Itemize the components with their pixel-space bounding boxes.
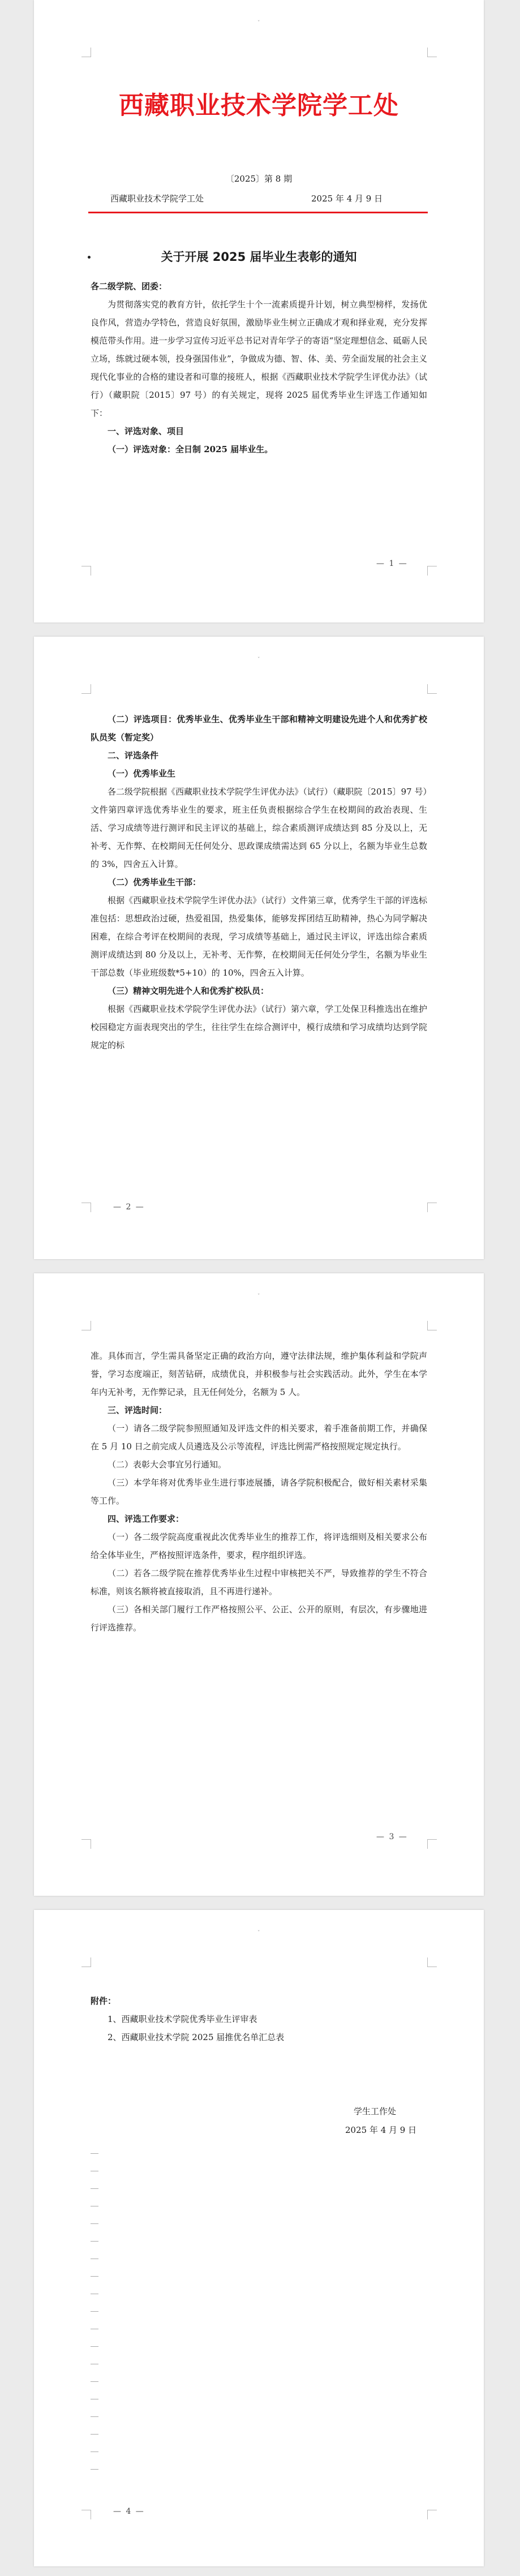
intro-paragraph: 为贯彻落实党的教育方针，依托学生十个一流素质提升计划，树立典型榜样，发扬优良作风，营造办学特色，营造良好氛围，激励毕业生树立正确成才观和择业观，充分发挥模范带头作用。进一步学习宣传习近平总书记对青年学子的寄语“坚定理想信念、砥砺人民立场，练就过硬本领，投身强国伟业”，争做成为德、智、体、美、劳全面发展的社会主义现代化事业的合格的建设者和可靠的接班人，根据《西藏职业技术学院学生评优办法》（试行）（藏职院〔2015〕97 号）的有关规定，现将 2025 届优秀毕业生评选工作通知如下： xyxy=(91,299,427,418)
corner-mark xyxy=(81,2510,91,2519)
issue-date: 2025 年 4 月 9 日 xyxy=(311,194,383,204)
section-heading-1: 一、评选对象、项目 xyxy=(108,426,184,436)
corner-mark xyxy=(81,684,91,694)
page2-body xyxy=(91,710,427,1054)
subheading-outstanding-graduate: （一）优秀毕业生 xyxy=(108,768,176,779)
time-item-3: （三）本学年将对优秀毕业生进行事迹展播，请各学院积极配合，做好相关素材采集等工作。 xyxy=(91,1478,427,1506)
doc-title: 关于开展 2025 届毕业生表彰的通知 xyxy=(161,250,357,264)
corner-mark xyxy=(427,1957,437,1967)
corner-mark xyxy=(427,684,437,694)
page4-body xyxy=(91,1992,427,2046)
subheading-civilization: （三）精神文明先进个人和优秀扩校队员： xyxy=(108,986,269,996)
evaluation-items: （二）评选项目：优秀毕业生、优秀毕业生干部和精神文明建设先进个人和优秀扩校队员奖（暂定奖） xyxy=(91,714,427,742)
attachment-2: 2、西藏职业技术学院 2025 届推优名单汇总表 xyxy=(108,2032,285,2042)
requirement-item-3: （三）各相关部门履行工作严格按照公平、公正、公开的原则，有层次，有步骤地进行评选推荐。 xyxy=(91,1604,427,1633)
requirement-item-1: （一）各二级学院高度重视此次优秀毕业生的推荐工作，将评选细则及相关要求公布给全体毕业生，严格按照评选条件，要求，程序组织评选。 xyxy=(91,1532,427,1560)
section-heading-2: 二、评选条件 xyxy=(108,750,159,761)
salutation: 各二级学院、团委： xyxy=(91,281,167,291)
corner-mark xyxy=(81,566,91,576)
corner-mark xyxy=(427,1321,437,1330)
civilization-text: 根据《西藏职业技术学院学生评优办法》（试行）第六章，学工处保卫科推选出在维护校园稳定方面表现突出的学生，往往学生在综合测评中，模行成绩和学习成绩均达到学院规定的标 xyxy=(91,1004,427,1050)
org-title: 西藏职业技术学院学工处 xyxy=(119,91,399,120)
attachment-1: 1、西藏职业技术学院优秀毕业生评审表 xyxy=(108,2014,257,2024)
page1-body xyxy=(91,277,427,458)
page-1 xyxy=(34,0,484,622)
attachment-label: 附件： xyxy=(91,1996,117,2006)
red-rule xyxy=(88,212,428,213)
page-3 xyxy=(34,1273,484,1896)
doc-number: 〔2025〕第 8 期 xyxy=(225,174,293,184)
signature-date: 2025 年 4 月 9 日 xyxy=(345,2125,417,2135)
page-number: — 2 — xyxy=(113,1203,145,1212)
corner-mark xyxy=(427,48,437,57)
graduate-cadre-text: 根据《西藏职业技术学院学生评优办法》（试行）文件第三章，优秀学生干部的评选标准包括：思想政治过硬，热爱祖国，热爱集体，能够发挥团结互助精神，热心为同学解决困难，在综合考评在校期间的表现，学习成绩等基础上，通过民主评议，评选出综合素质测评成绩达到 80 分及以上，无补考、无作弊，在校期间无任何处分学生，名额为毕业生干部总数（毕业班级数*5+10）的 10%，四舍五入计算。 xyxy=(91,895,427,978)
corner-mark xyxy=(81,1839,91,1849)
page3-body xyxy=(91,1347,427,1637)
page-number: — 4 — xyxy=(113,2507,145,2516)
outstanding-graduate-text: 各二级学院根据《西藏职业技术学院学生评优办法》（试行）（藏职院〔2015〕97 号）文件第四章评选优秀毕业生的要求，班主任负责根据综合学生在校期间的政治表现、生活、学习成绩等进行测评和民主评议的基础上，综合素质测评成绩达到 85 分及以上，无补考、无作弊、在校期间无任何处分、思政课成绩需达到 65 分以上，名额为毕业生总数的 3%，四舍五入计算。 xyxy=(91,787,427,869)
page-top-tick: ˇ xyxy=(257,1930,260,1936)
page-number: — 1 — xyxy=(376,559,408,568)
signature-org: 学生工作处 xyxy=(354,2106,397,2116)
corner-mark xyxy=(81,1203,91,1212)
corner-mark xyxy=(427,1203,437,1212)
page-number: — 3 — xyxy=(376,1832,408,1841)
evaluation-target: （一）评选对象：全日制 2025 届毕业生。 xyxy=(108,444,273,454)
section-heading-4: 四、评选工作要求： xyxy=(108,1514,184,1524)
page-2 xyxy=(34,637,484,1259)
time-item-2: （二）表彰大会事宜另行通知。 xyxy=(108,1459,227,1470)
page-top-tick: ˇ xyxy=(257,1294,260,1299)
page-top-tick: ˇ xyxy=(257,657,260,663)
issuer: 西藏职业技术学院学工处 xyxy=(110,194,204,204)
section-heading-3: 三、评选时间： xyxy=(108,1405,167,1415)
empty-paragraph-marks xyxy=(91,2153,98,2487)
page-4 xyxy=(34,1910,484,2566)
subheading-graduate-cadre: （二）优秀毕业生干部： xyxy=(108,877,201,887)
requirement-item-2: （二）若各二级学院在推荐优秀毕业生过程中审核把关不严，导致推荐的学生不符合标准，则该名额将被直接取消，且不再进行递补。 xyxy=(91,1568,427,1596)
corner-mark xyxy=(427,566,437,576)
page-top-tick: ˇ xyxy=(257,20,260,26)
corner-mark xyxy=(81,1321,91,1330)
corner-mark xyxy=(427,2510,437,2519)
corner-mark xyxy=(81,48,91,57)
corner-mark xyxy=(81,1957,91,1967)
corner-mark xyxy=(427,1839,437,1849)
continued-paragraph: 准。具体而言，学生需具备坚定正确的政治方向，遵守法律法规，维护集体利益和学院声誉，学习态度端正，刻苦钻研，成绩优良，并积极参与社会实践活动。此外，学生在本学年内无补考，无作弊记录，且无任何处分，名额为 5 人。 xyxy=(91,1351,427,1397)
time-item-1: （一）请各二级学院参照照通知及评选文件的相关要求，着手准备前期工作，并确保在 5 月 10 日之前完成人员遴选及公示等流程，评选比例需严格按照规定规定执行。 xyxy=(91,1423,427,1452)
